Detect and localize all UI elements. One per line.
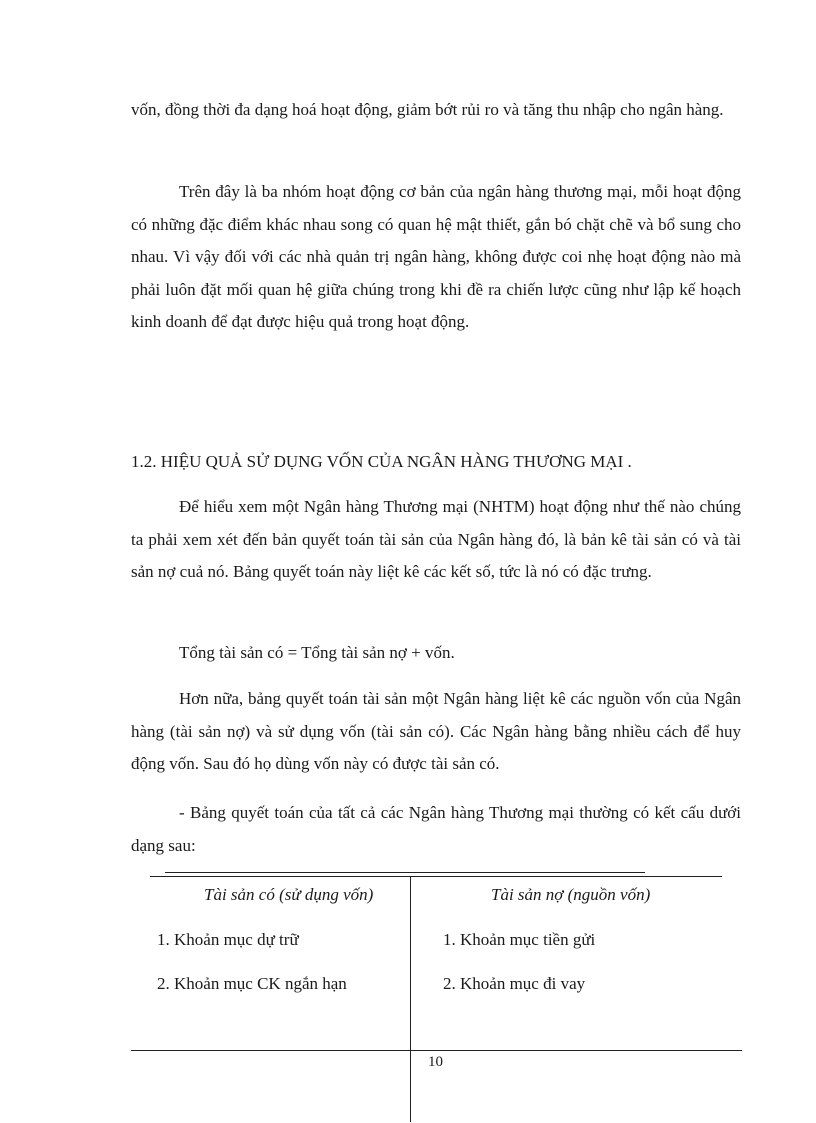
table-top-rule — [165, 872, 645, 873]
paragraph-structure-lead: - Bảng quyết toán của tất cả các Ngân hàng Thương mại thường có kết cấu dưới dạng sau: — [131, 803, 741, 855]
table-column-divider — [410, 876, 411, 1122]
assets-item-short-term-securities: 2. Khoản mục CK ngắn hạn — [157, 974, 347, 993]
assets-item-reserves: 1. Khoản mục dự trữ — [157, 930, 299, 949]
footer-rule — [131, 1050, 742, 1051]
paragraph-balance-sheet-intro: Để hiểu xem một Ngân hàng Thương mại (NHTM) hoạt động như thế nào chúng ta phải xem xét đến bản quyết toán tài sản của Ngân hàng đó, là bản kê tài sản có và tài sản nợ cuả nó. Bảng quyết toán này liệt kê các kết số, tức là nó có đặc trưng. — [131, 497, 741, 581]
paragraph-funding-sources: Hơn nữa, bảng quyết toán tài sản một Ngân hàng liệt kê các nguồn vốn của Ngân hàng (tài sản nợ) và sử dụng vốn (tài sản có). Các Ngân hàng bằng nhiều cách để huy động vốn. Sau đó họ dùng vốn này có được tài sản có. — [131, 689, 741, 773]
liabilities-item-borrowings: 2. Khoản mục đi vay — [443, 974, 586, 993]
liabilities-header: Tài sản nợ (nguồn vốn) — [491, 885, 651, 904]
page-number: 10 — [428, 1054, 443, 1070]
paragraph-continuation: vốn, đồng thời đa dạng hoá hoạt động, giảm bớt rủi ro và tăng thu nhập cho ngân hàng. — [131, 100, 724, 119]
section-heading: 1.2. HIỆU QUẢ SỬ DỤNG VỐN CỦA NGÂN HÀNG THƯƠNG MẠI . — [131, 452, 632, 471]
balance-formula: Tổng tài sản có = Tổng tài sản nợ + vốn. — [179, 643, 455, 662]
table-header-rule — [150, 876, 722, 877]
paragraph-activity-groups: Trên đây là ba nhóm hoạt động cơ bản của ngân hàng thương mại, mỗi hoạt động có những đặc điểm khác nhau song có quan hệ mật thiết, gắn bó chặt chẽ và bổ sung cho nhau. Vì vậy đối với các nhà quản trị ngân hàng, không được coi nhẹ hoạt động nào mà phải luôn đặt mối quan hệ giữa chúng trong khi đề ra chiến lược cũng như lập kế hoạch kinh doanh để đạt được hiệu quả trong hoạt động. — [131, 182, 741, 331]
liabilities-item-deposits: 1. Khoản mục tiền gửi — [443, 930, 596, 949]
assets-header: Tài sản có (sử dụng vốn) — [204, 885, 374, 904]
